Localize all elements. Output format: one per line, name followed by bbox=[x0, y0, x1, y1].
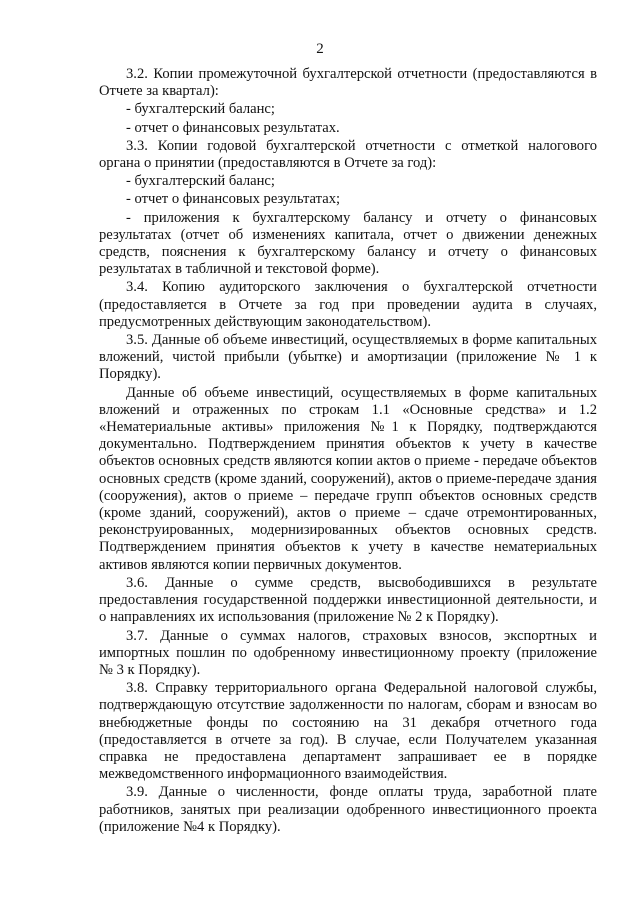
paragraph-3-9: 3.9. Данные о численности, фонде оплаты труда, заработной плате работников, занятых при реализации одобренного инвестиционного проекта (приложение №4 к Порядку). bbox=[99, 784, 597, 835]
list-item-financial-results-quarter: - отчет о финансовых результатах. bbox=[126, 119, 340, 136]
paragraph-3-8: 3.8. Справку территориального органа Федеральной налоговой службы, подтверждающую отсутствие задолженности по налогам, сборам и взносам во внебюджетные фонды по состоянию на 31 декабря отчетного года (предоставляется в отчете за год). В случае, если Получателем указанная справка не предоставлена департамент запрашивает ее в порядке межведомственного информационного взаимодействия. bbox=[99, 680, 597, 783]
paragraph-3-6: 3.6. Данные о сумме средств, высвободившихся в результате предоставления государственной поддержки инвестиционной деятельности, и о направлениях их использования (приложение № 2 к Порядку). bbox=[99, 574, 597, 626]
paragraph-3-5: 3.5. Данные об объеме инвестиций, осуществляемых в форме капитальных вложений, чистой прибыли (убытке) и амортизации (приложение № 1 к Порядку). bbox=[99, 332, 597, 383]
list-item-balance-quarter: - бухгалтерский баланс; bbox=[126, 101, 275, 118]
paragraph-3-7: 3.7. Данные о суммах налогов, страховых взносов, экспортных и импортных пошлин по одобренному инвестиционному проекту (приложение № 3 к Порядку). bbox=[99, 627, 597, 678]
list-item-financial-results-year: - отчет о финансовых результатах; bbox=[126, 191, 341, 208]
paragraph-investment-details: Данные об объеме инвестиций, осуществляемых в форме капитальных вложений и отраженных по строкам 1.1 «Основные средства» и 1.2 «Нематериальные активы» приложения №1 к Порядку, подтверждаются документально. Подтверждением принятия объектов к учету в качестве объектов основных средств являются копии актов о приеме - передаче объектов основных средств (кроме зданий, сооружений), актов о приеме-передаче здания (сооружения), актов о приеме – передаче групп объектов основных средств (кроме зданий, сооружений), актов о приеме – сдаче отремонтированных, реконструированных, модернизированных объектов основных средств. Подтверждением принятия объектов к учету в качестве нематериальных активов являются копии первичных документов. bbox=[99, 384, 597, 573]
list-item-balance-year: - бухгалтерский баланс; bbox=[126, 173, 275, 190]
paragraph-3-4: 3.4. Копию аудиторского заключения о бухгалтерской отчетности (предоставляется в Отчете за год при проведении аудита в случаях, предусмотренных действующим законодательством). bbox=[99, 279, 597, 330]
list-item-appendices: - приложения к бухгалтерскому балансу и отчету о финансовых результатах (отчет об изменениях капитала, отчет о движении денежных средств, пояснения к бухгалтерскому балансу и отчету о финансовых результатах в табличной и текстовой форме). bbox=[99, 209, 597, 278]
document-body bbox=[99, 66, 597, 837]
paragraph-3-3: 3.3. Копии годовой бухгалтерской отчетности с отметкой налогового органа о принятии (предоставляются в Отчете за год): bbox=[99, 137, 597, 172]
paragraph-3-2: 3.2. Копии промежуточной бухгалтерской отчетности (предоставляются в Отчете за квартал): bbox=[99, 66, 597, 100]
page-number: 2 bbox=[316, 41, 324, 57]
